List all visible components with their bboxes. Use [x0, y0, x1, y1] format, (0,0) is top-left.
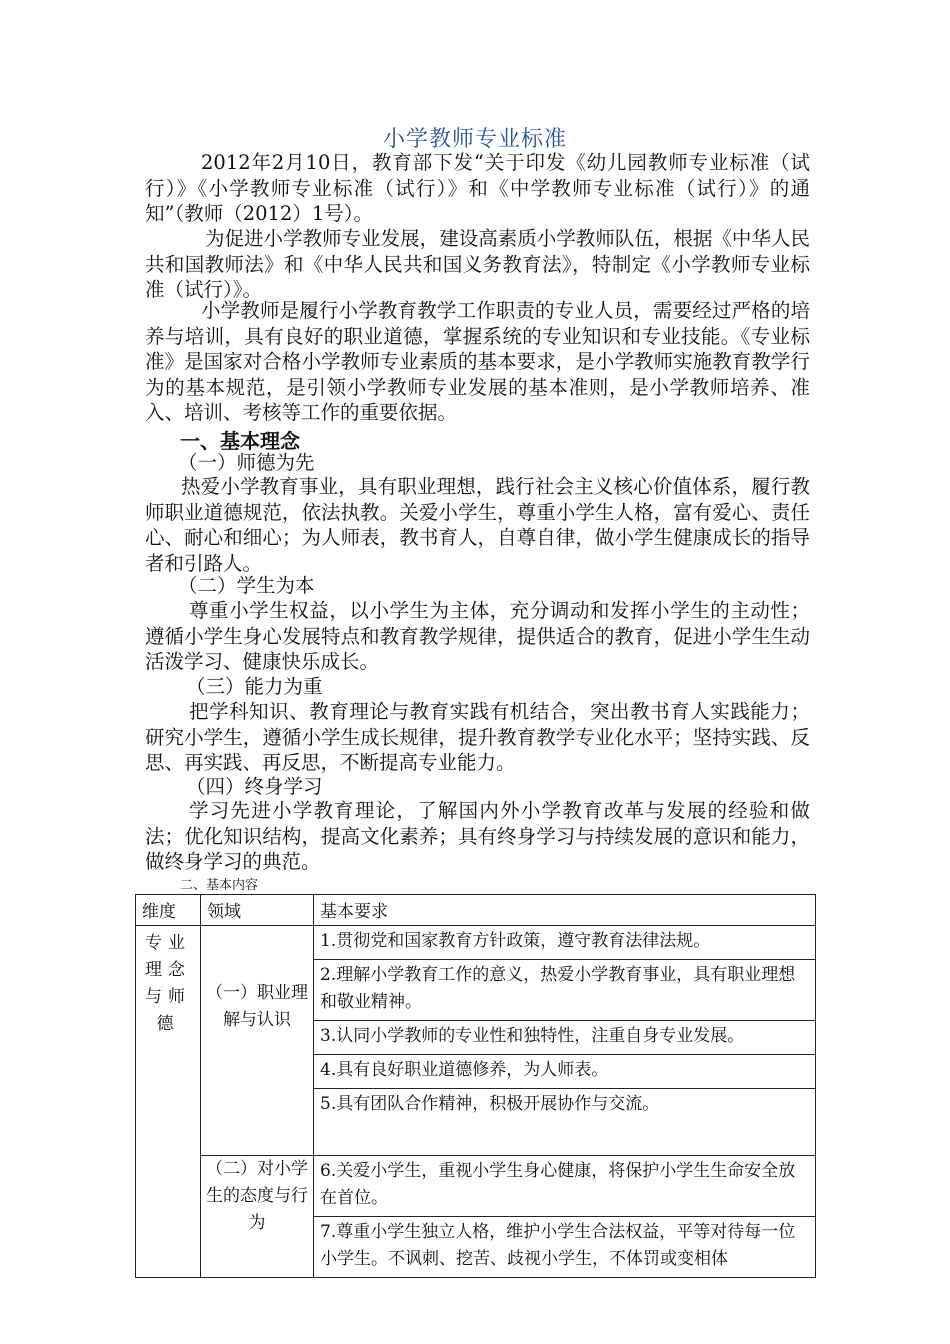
principle-heading-3: （三）能力为重 [186, 675, 323, 698]
intro-paragraph-2: 为促进小学教师专业发展，建设高素质小学教师队伍，根据《中华人民共和国教师法》和《中华人民共和国义务教育法》，特制定《小学教师专业标准（试行）》。 [145, 227, 810, 301]
principle-text-1: 热爱小学教育事业，具有职业理想，践行社会主义核心价值体系，履行教师职业道德规范，依法执教。关爱小学生，尊重小学生人格，富有爱心、责任心、耐心和细心；为人师表，教书育人，自尊自律，做小学生健康成长的指导者和引路人。 [145, 475, 810, 575]
table-row [136, 926, 816, 960]
document-title: 小学教师专业标准 [382, 127, 567, 152]
table-header-field: 领域 [201, 895, 314, 926]
intro-paragraph-1: 2012年2月10日，教育部下发“关于印发《幼儿园教师专业标准（试行）》《小学教师专业标准（试行）》和《中学教师专业标准（试行）》的通知”（教师（2012）1号）。 [145, 151, 810, 225]
principle-heading-2: （二）学生为本 [178, 574, 315, 597]
principle-heading-4: （四）终身学习 [186, 775, 323, 798]
principle-text-4: 学习先进小学教育理论，了解国内外小学教育改革与发展的经验和做法；优化知识结构，提高文化素养；具有终身学习与持续发展的意识和能力，做终身学习的典范。 [145, 799, 810, 873]
section-heading-basic-content: 二、基本内容 [180, 878, 259, 893]
table-header-row [136, 895, 816, 926]
requirement-cell: 1.贯彻党和国家教育方针政策，遵守教育法律法规。 [314, 926, 816, 960]
field-cell-2 [201, 1156, 314, 1278]
requirement-cell: 6.关爱小学生，重视小学生身心健康，将保护小学生生命安全放在首位。 [314, 1156, 816, 1217]
requirement-cell: 4.具有良好职业道德修养，为人师表。 [314, 1055, 816, 1089]
requirement-cell: 7.尊重小学生独立人格，维护小学生合法权益，平等对待每一位小学生。不讽刺、挖苦、歧视小学生，不体罚或变相体 [314, 1217, 816, 1278]
section-heading-basic-concepts: 一、基本理念 [180, 429, 300, 453]
principle-text-2: 尊重小学生权益，以小学生为主体，充分调动和发挥小学生的主动性；遵循小学生身心发展特点和教育教学规律，提供适合的教育，促进小学生生动活泼学习、健康快乐成长。 [145, 599, 810, 673]
principle-heading-1: （一）师德为先 [178, 451, 315, 474]
field-label-1: （一）职业理解与认识 [206, 983, 308, 1030]
field-cell-1 [201, 926, 314, 1156]
field-label-2: （二）对小学生的态度与行为 [206, 1159, 308, 1233]
standards-table [135, 894, 816, 1278]
intro-paragraph-3: 小学教师是履行小学教育教学工作职责的专业人员，需要经过严格的培养与培训，具有良好的职业道德，掌握系统的专业知识和专业技能。《专业标准》是国家对合格小学教师专业素质的基本要求，是小学教师实施教育教学行为的基本规范，是引领小学教师专业发展的基本准则，是小学教师培养、准入、培训、考核等工作的重要依据。 [145, 299, 810, 424]
requirement-cell: 3.认同小学教师的专业性和独特性，注重自身专业发展。 [314, 1021, 816, 1055]
table-row [136, 1156, 816, 1217]
dimension-cell: 专业理念与师德 [136, 926, 201, 1278]
table-header-dimension: 维度 [136, 895, 201, 926]
table-header-requirements: 基本要求 [314, 895, 816, 926]
principle-text-3: 把学科知识、教育理论与教育实践有机结合，突出教书育人实践能力；研究小学生，遵循小学生成长规律，提升教育教学专业化水平；坚持实践、反思、再实践、再反思，不断提高专业能力。 [145, 700, 810, 774]
requirement-cell: 2.理解小学教育工作的意义，热爱小学教育事业，具有职业理想和敬业精神。 [314, 960, 816, 1021]
requirement-cell: 5.具有团队合作精神，积极开展协作与交流。 [314, 1089, 816, 1156]
